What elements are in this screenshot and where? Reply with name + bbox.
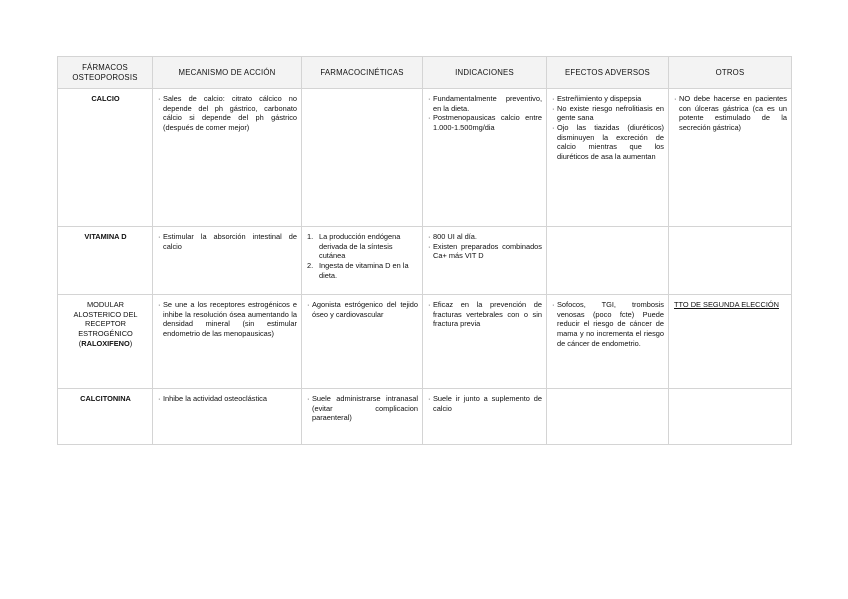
header-row [58, 57, 792, 89]
drug-bold-name: RALOXIFENO [81, 338, 130, 348]
header-indicaciones: INDICACIONES [423, 57, 547, 89]
cell-indicaciones [423, 89, 547, 227]
pharmacology-table [57, 56, 792, 445]
drug-name: CALCIO [58, 89, 153, 227]
cell-mecanismo [153, 89, 302, 227]
list-item: · No existe riesgo nefrolitiasis en gente sana [552, 104, 664, 123]
cell-otros [669, 227, 792, 295]
cell-farmacocineticas [302, 295, 423, 389]
cell-farmacocineticas [302, 389, 423, 445]
drug-line: ALOSTERICO DEL [73, 309, 138, 319]
cell-efectos [547, 89, 669, 227]
list-item: · Suele administrarse intranasal (evitar complicacion paraenteral) [307, 394, 418, 423]
list-item: · Inhibe la actividad osteoclástica [158, 394, 297, 404]
list-item: La producción endógena derivada de la síntesis cutánea [319, 232, 401, 261]
cell-efectos [547, 295, 669, 389]
list-item: · Ojo las tiazidas (diuréticos) disminuyen la excreción de calcio mientras que los diuréticos de asa la aumentan [552, 123, 664, 161]
header-farmacos: FÁRMACOS OSTEOPOROSIS [58, 57, 153, 89]
list-item: · Existen preparados combinados Ca+ más VIT D [428, 242, 542, 261]
header-farmacocineticas: FARMACOCINÉTICAS [302, 57, 423, 89]
drug-line-bold: (RALOXIFENO) [78, 338, 133, 348]
list-item: · 800 UI al día. [428, 232, 542, 242]
cell-farmacocineticas [302, 227, 423, 295]
header-mecanismo: MECANISMO DE ACCIÓN [153, 57, 302, 89]
list-item: · Se une a los receptores estrogénicos e inhibe la resolución ósea aumentando la densidad mineral (sin estimular endometrio de las menopausicas) [158, 300, 297, 338]
list-item: Ingesta de vitamina D en la dieta. [319, 260, 409, 280]
list-item: · Sales de calcio: citrato cálcico no depende del ph gástrico, carbonato cálcio si depende del ph gástrico (después de comer mejor) [158, 94, 297, 132]
cell-indicaciones [423, 227, 547, 295]
list-item: · Suele ir junto a suplemento de calcio [428, 394, 542, 413]
list-item: · Postmenopausicas calcio entre 1.000-1.500mg/dia [428, 113, 542, 132]
table-row [58, 89, 792, 227]
list-item: · NO debe hacerse en pacientes con úlceras gástrica (ca es un potente estimulado de la secreción gástrica) [674, 94, 787, 132]
list-item: · Eficaz en la prevención de fracturas vertebrales con o sin fractura previa [428, 300, 542, 329]
drug-line: RECEPTOR [85, 319, 126, 329]
list-item: · Agonista estrógenico del tejido óseo y cardiovascular [307, 300, 418, 319]
cell-otros [669, 295, 792, 389]
drug-name [58, 295, 153, 389]
cell-farmacocineticas [302, 89, 423, 227]
table-row [58, 227, 792, 295]
cell-otros [669, 389, 792, 445]
list-item: · Estreñimiento y dispepsia [552, 94, 664, 104]
second-line-link[interactable]: TTO DE SEGUNDA ELECCIÓN [674, 300, 779, 310]
header-efectos: EFECTOS ADVERSOS [547, 57, 669, 89]
cell-indicaciones [423, 389, 547, 445]
cell-efectos [547, 227, 669, 295]
cell-mecanismo [153, 295, 302, 389]
cell-efectos [547, 389, 669, 445]
list-item: · Sofocos, TGI, trombosis venosas (poco fcte) Puede reducir el riesgo de cáncer de mama y no incrementa el riesgo de cáncer de endometrio. [552, 300, 664, 348]
drug-line: ESTROGÉNICO [78, 328, 133, 338]
cell-mecanismo [153, 227, 302, 295]
table-row [58, 295, 792, 389]
table-row [58, 389, 792, 445]
cell-indicaciones [423, 295, 547, 389]
cell-otros [669, 89, 792, 227]
drug-name: CALCITONINA [58, 389, 153, 445]
list-item: · Estimular la absorción intestinal de calcio [158, 232, 297, 251]
list-item: · Fundamentalmente preventivo, en la dieta. [428, 94, 542, 113]
header-otros: OTROS [669, 57, 792, 89]
drug-name: VITAMINA D [58, 227, 153, 295]
cell-mecanismo [153, 389, 302, 445]
drug-line: MODULAR [87, 300, 124, 310]
